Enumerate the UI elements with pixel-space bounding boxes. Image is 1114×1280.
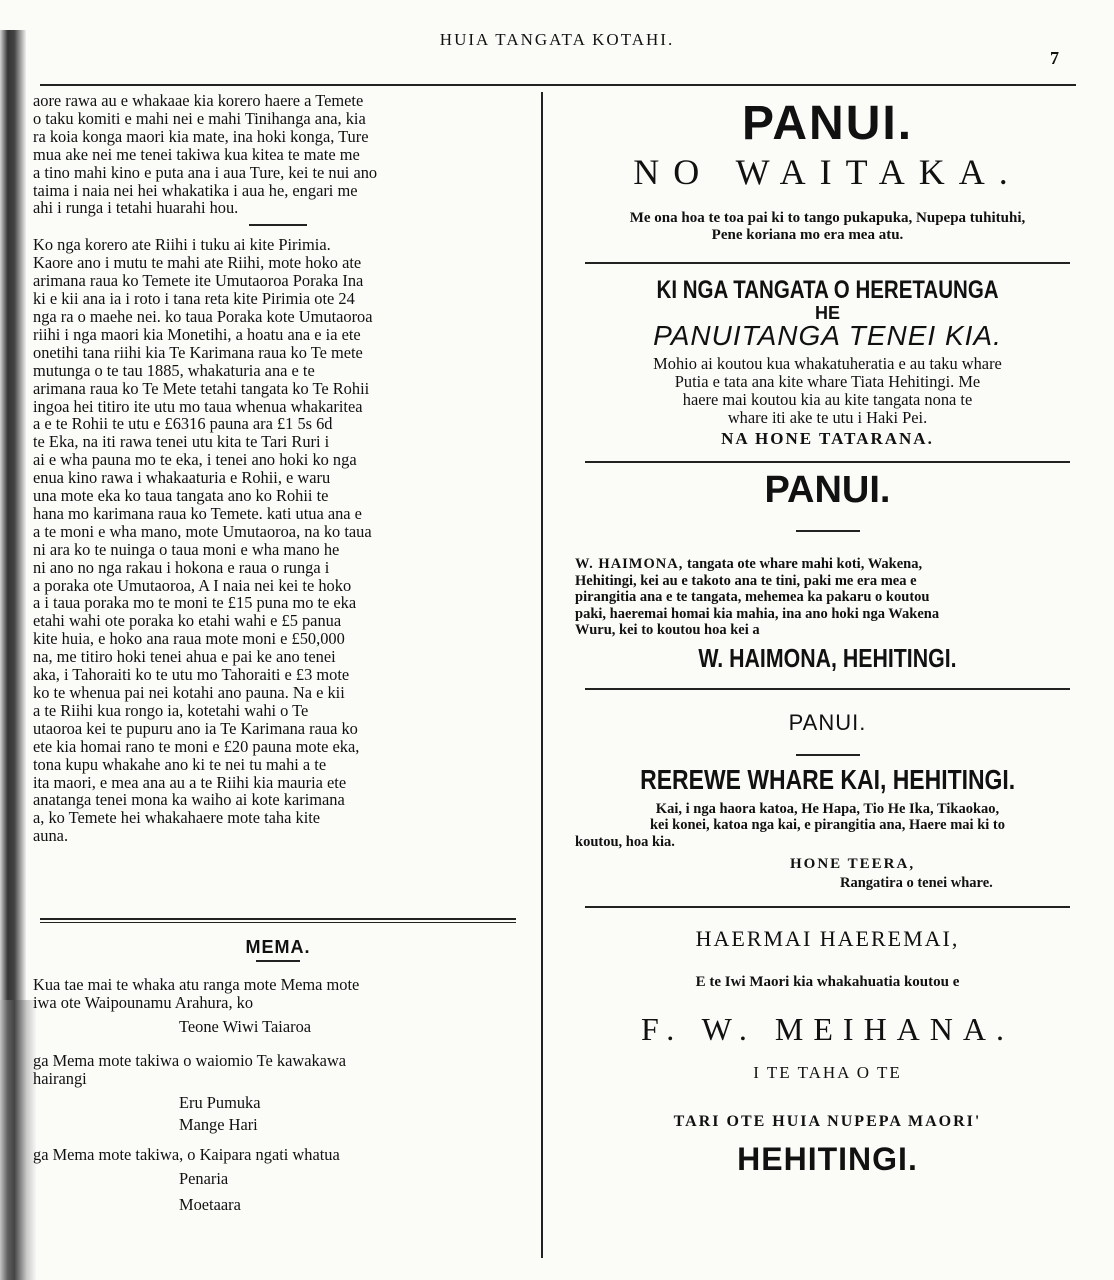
- mema-title: MEMA.: [245, 937, 311, 957]
- ad-divider: [585, 688, 1070, 690]
- ad4-line-3: koutou, hoa kia.: [575, 833, 675, 850]
- text-line: Ko nga korero ate Riihi i tuku ai kite Pirimia.: [33, 235, 331, 255]
- text-line: arimana raua ko Te Mete tetahi tangata ko Te Rohii: [33, 378, 370, 398]
- ad1-line-2: Pene koriana mo era mea atu.: [711, 226, 904, 243]
- ad5-line-1: E te Iwi Maori kia whakahuatia koutou e: [695, 973, 960, 990]
- text-line: kite huia, e hoko ana raua mote moni e £50,000: [33, 629, 345, 649]
- text-line: riihi i nga maori kia Monetihi, a hoatu ana e ia ete: [33, 324, 361, 344]
- ad2-line-4: whare iti ake te utu i Haki Pei.: [727, 408, 928, 427]
- double-rule-top: [40, 918, 516, 920]
- text-line: a e te Rohii te utu e £6316 pauna ara £1 5s 6d: [33, 414, 333, 434]
- text-line: ki e kii ana ia i roto i tana reta kite Pirimia ote 24: [33, 289, 355, 309]
- text-line: utaoroa kei te pupuru ano ia Te Karimana raua ko: [33, 718, 358, 738]
- ad3-body-1: tangata ote whare mahi koti, Wakena,: [683, 556, 923, 572]
- ad-waitaka: [575, 98, 1080, 243]
- text-line: a, ko Temete hei whakahaere mote taha kite: [33, 808, 321, 828]
- text-line: a te Riihi kua rongo ia, kotetahi wahi o Te: [33, 700, 309, 720]
- text-line: onetihi tana riihi kia Te Karimana raua ko Te mete: [33, 342, 363, 362]
- ad5-line-3: TARI OTE HUIA NUPEPA MAORI': [673, 1112, 982, 1130]
- text-line: tona kupu whakahe ano ki te nei tu mahi a te: [33, 754, 327, 774]
- text-line: auna.: [33, 826, 69, 846]
- double-rule-bottom: [40, 922, 516, 923]
- text-line: na, me titiro hoki tenei ahua e pai ke ano tenei: [33, 647, 336, 667]
- text-line: o taku komiti e mahi nei e mahi Tinihanga ana, kia: [33, 108, 366, 128]
- text-line: a tino mahi kino e puta ana i aua Ture, kei te nui ano: [33, 162, 378, 182]
- text-line: a poraka ote Umutaoroa, A I naia nei kei te hoko: [33, 575, 352, 595]
- ad2-line-1: Mohio ai koutou kua whakatuheratia e au taku whare: [653, 354, 1002, 373]
- text-line: enua kino rawa i whakaaturia e Rohii, e waru: [33, 468, 331, 488]
- ad1-line-1: Me ona hoa te toa pai ki to tango pukapuka, Nupepa tuhituhi,: [629, 210, 1026, 226]
- ad1-subtitle: NO WAITAKA.: [633, 152, 1022, 192]
- text-line: mutunga o te tau 1885, whakaturia ana e te: [33, 360, 315, 380]
- mema-name-3: Mange Hari: [179, 1115, 258, 1134]
- text-line: ko te whenua pai nei kotahi ano pauna. Na e kii: [33, 683, 345, 702]
- ad2-line-2: Putia e tata ana kite whare Tiata Hehitingi. Me: [674, 372, 981, 391]
- ad5-line-4: HEHITINGI.: [737, 1140, 918, 1177]
- ad4-line-1: Kai, i nga haora katoa, He Hapa, Tio He Ika, Tikaokao,: [655, 800, 1000, 817]
- ad5-heading: HAERMAI HAEREMAI,: [695, 925, 960, 951]
- text-line: a te moni e wha mano, mote Umutaoroa, na ko taua: [33, 521, 372, 541]
- mema-name-1: Teone Wiwi Taiaroa: [179, 1017, 312, 1036]
- text-line: ni ano no nga rakau i hokona e raua o runga i: [33, 557, 330, 577]
- right-column: [575, 94, 1080, 1178]
- ad-divider: [585, 461, 1070, 463]
- ad5-name: F. W. MEIHANA.: [640, 1010, 1014, 1047]
- ad4-signature: HONE TEERA,: [790, 856, 916, 872]
- ad3-title: PANUI.: [764, 469, 891, 511]
- ad-meihana: [575, 926, 1080, 1178]
- intro-paragraph: [33, 92, 523, 217]
- text-line: etahi wahi ote poraka ko etahi wahi e £5 panua: [33, 611, 342, 631]
- text-line: aore rawa au e whakaae kia korero haere a Temete: [33, 91, 364, 110]
- ad2-subheading: PANUITANGA TENEI KIA.: [653, 320, 1002, 351]
- ad2-he: HE: [814, 303, 840, 323]
- mema-intro-2: iwa ote Waipounamu Arahura, ko: [33, 993, 254, 1012]
- text-line: ita maori, e mea ana au a te Riihi kia mauria ete: [33, 772, 347, 792]
- text-line: ai e wha pauna mo te eka, i tenei ano hoki ko nga: [33, 450, 357, 470]
- text-line: te Eka, na iti rawa tenei utu kita te Tari Ruri i: [33, 432, 330, 452]
- ad5-line-2: I TE TAHA O TE: [753, 1062, 902, 1082]
- ad-haimona: [575, 469, 1080, 674]
- ad3-signature: W. HAIMONA, HEHITINGI.: [698, 642, 957, 673]
- text-line: ete kia homai rano te moni e £20 pauna mote eka,: [33, 736, 360, 756]
- mema-rule: [256, 960, 300, 962]
- ad3-body-5: Wuru, kei to koutou hoa kei a: [575, 622, 760, 638]
- mema-para-2b: hairangi: [33, 1069, 87, 1088]
- ad-rerewe: [575, 710, 1080, 892]
- scan-shadow-edge-lower: [0, 1000, 36, 1280]
- header-rule: [40, 84, 1076, 86]
- text-line: hana mo karimana raua ko Temete. kati utua ana e: [33, 503, 362, 523]
- ad2-line-3: haere mai koutou kia au kite tangata nona te: [682, 390, 973, 409]
- text-line: ra koia konga maori kia mate, ina hoki konga, Ture: [33, 126, 369, 146]
- ad4-heading: REREWE WHARE KAI, HEHITINGI.: [639, 763, 1016, 795]
- ad3-rule: [796, 530, 860, 532]
- mema-intro: Kua tae mai te whaka atu ranga mote Mema mote: [33, 975, 360, 994]
- text-line: una mote eka ko taua tangata ano ko Rohii te: [33, 486, 329, 506]
- ad4-title: PANUI.: [788, 709, 867, 735]
- text-line: ni ara ko te nuinga o taua moni e wha mano he: [33, 539, 340, 559]
- ad4-signature-2: Rangatira o tenei whare.: [840, 875, 993, 891]
- text-line: Kaore ano i mutu te mahi ate Riihi, mote hoko ate: [33, 253, 362, 273]
- mema-name-4: Penaria: [179, 1169, 229, 1188]
- text-line: aka, i Tahoraiti ko te utu mo Tahoraiti e £3 mote: [33, 665, 350, 685]
- text-line: mua ake nei me tenei takiwa kua kitea te mate me: [33, 144, 360, 164]
- ad4-rule: [796, 754, 860, 756]
- ad1-title: PANUI.: [741, 97, 914, 150]
- ad3-lead-name: W. HAIMONA,: [575, 556, 684, 572]
- mema-para-3: ga Mema mote takiwa, o Kaipara ngati whatua: [33, 1145, 340, 1164]
- text-line: ingoa hei titiro ite utu mo taua whenua whakaritea: [33, 396, 363, 416]
- ad3-body-3: pirangitia ana e te tangata, mehemea ka pakaru o koutou: [575, 589, 930, 605]
- text-line: taima i naia nei hei whakatika i aua he, engari me: [33, 180, 358, 200]
- text-line: arimana raua ko Temete ite Umutaoroa Poraka Ina: [33, 271, 364, 291]
- ad-divider: [585, 906, 1070, 908]
- text-line: a i taua poraka mo te moni te £15 puna mo te eka: [33, 593, 357, 613]
- ad3-body-2: Hehitingi, kei au e takoto ana te tini, paki me era mea e: [575, 572, 917, 589]
- ad3-body-4: paki, haeremai homai kia mahia, ina ano hoki nga Wakena: [575, 605, 940, 622]
- ad-heretaunga: [575, 276, 1080, 449]
- mema-name-2: Eru Pumuka: [179, 1093, 261, 1112]
- ad-divider: [585, 262, 1070, 264]
- column-divider: [541, 92, 543, 1258]
- section-rule: [249, 224, 307, 226]
- left-column: [33, 92, 523, 845]
- mema-section: [33, 938, 523, 1214]
- text-line: ahi i runga i tetahi huarahi hou.: [33, 198, 239, 218]
- running-title: HUIA TANGATA KOTAHI.: [439, 30, 675, 49]
- mema-para-2: ga Mema mote takiwa o waiomio Te kawakawa: [33, 1051, 347, 1070]
- mema-name-5: Moetaara: [179, 1195, 241, 1214]
- ad4-line-2: kei konei, katoa nga kai, e pirangitia ana, Haere mai ki to: [649, 817, 1005, 833]
- text-line: nga ra o maehe nei. ko taua Poraka kote Umutaoroa: [33, 306, 373, 326]
- ad2-heading: KI NGA TANGATA O HERETAUNGA: [656, 276, 999, 304]
- riihi-article: [33, 236, 523, 845]
- ad2-signature: NA HONE TATARANA.: [721, 429, 934, 448]
- page-number: 7: [1050, 48, 1059, 68]
- text-line: anatanga tenei mona ka waiho ai kote karimana: [33, 790, 345, 810]
